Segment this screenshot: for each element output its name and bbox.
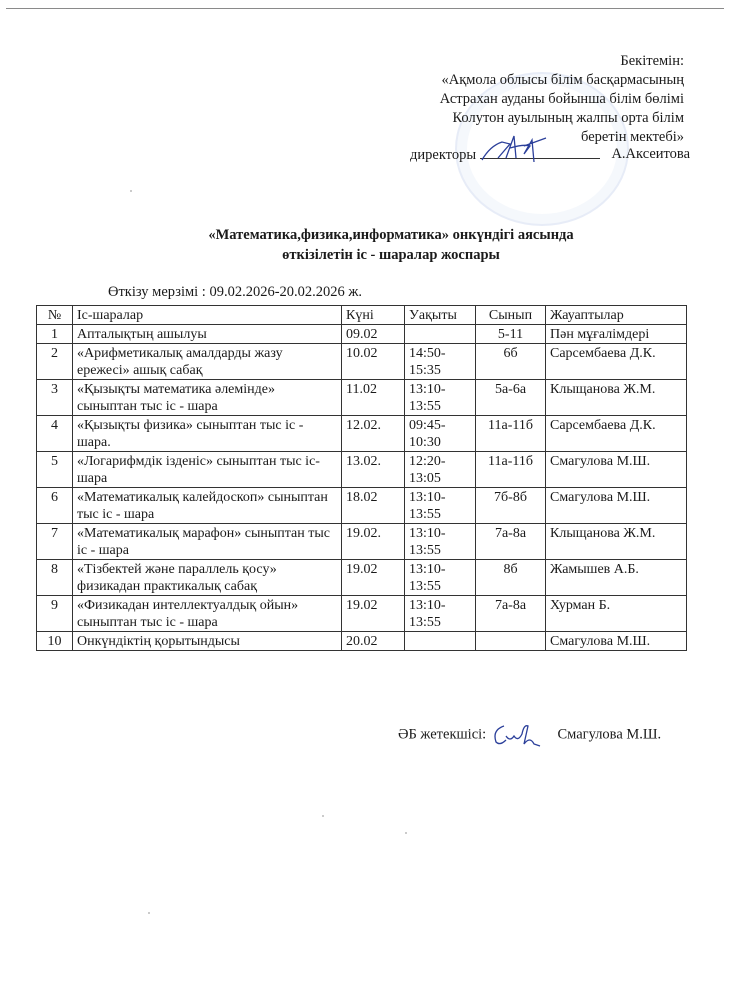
cell-time: 12:20-13:05	[405, 452, 476, 488]
header-event: Іс-шаралар	[73, 306, 342, 325]
cell-day: 13.02.	[342, 452, 405, 488]
cell-responsible: Жамышев А.Б.	[546, 560, 687, 596]
header-num: №	[37, 306, 73, 325]
cell-responsible: Смагулова М.Ш.	[546, 488, 687, 524]
cell-day: 20.02	[342, 632, 405, 651]
table-row	[37, 380, 687, 416]
cell-time: 14:50-15:35	[405, 344, 476, 380]
cell-class: 5а-6а	[476, 380, 546, 416]
cell-event: «Математикалық калейдоскоп» сыныптан тыс іс - шара	[73, 488, 342, 524]
cell-num: 6	[37, 488, 73, 524]
scan-speck	[405, 832, 407, 834]
table-row	[37, 325, 687, 344]
cell-class: 8б	[476, 560, 546, 596]
cell-day: 19.02	[342, 560, 405, 596]
top-border-line	[6, 8, 724, 9]
cell-num: 2	[37, 344, 73, 380]
cell-class: 7а-8а	[476, 524, 546, 560]
cell-day: 10.02	[342, 344, 405, 380]
cell-num: 1	[37, 325, 73, 344]
period-text: Өткізу мерзімі : 09.02.2026-20.02.2026 ж.	[108, 284, 363, 300]
cell-class: 11а-11б	[476, 452, 546, 488]
cell-responsible: Сарсембаева Д.К.	[546, 344, 687, 380]
cell-event: Апталықтың ашылуы	[73, 325, 342, 344]
cell-num: 8	[37, 560, 73, 596]
approval-line: Бекітемін:	[620, 53, 684, 69]
cell-class: 5-11	[476, 325, 546, 344]
cell-event: Онкүндіктің қорытындысы	[73, 632, 342, 651]
cell-event: «Қызықты математика әлемінде» сыныптан тыс іс - шара	[73, 380, 342, 416]
scan-speck	[148, 912, 150, 914]
cell-num: 4	[37, 416, 73, 452]
cell-time: 13:10-13:55	[405, 488, 476, 524]
cell-time	[405, 632, 476, 651]
table-row	[37, 524, 687, 560]
cell-class: 6б	[476, 344, 546, 380]
table-row	[37, 452, 687, 488]
cell-day: 09.02	[342, 325, 405, 344]
table-row	[37, 488, 687, 524]
cell-event: «Қызықты физика» сыныптан тыс іс - шара.	[73, 416, 342, 452]
scan-speck	[130, 190, 132, 192]
cell-event: «Тізбектей және параллель қосу» физикадан практикалық сабақ	[73, 560, 342, 596]
approval-line: «Ақмола облысы білім басқармасының	[441, 72, 684, 88]
table-row	[37, 632, 687, 651]
table-row	[37, 596, 687, 632]
cell-class: 7а-8а	[476, 596, 546, 632]
cell-class	[476, 632, 546, 651]
director-signature-icon	[480, 132, 560, 164]
table-row	[37, 560, 687, 596]
cell-num: 5	[37, 452, 73, 488]
cell-day: 19.02.	[342, 524, 405, 560]
scan-speck	[322, 815, 324, 817]
cell-num: 10	[37, 632, 73, 651]
cell-time: 13:10-13:55	[405, 380, 476, 416]
footer-name: Смагулова М.Ш.	[557, 726, 662, 743]
approval-line: Колутон ауылының жалпы орта білім	[452, 110, 684, 126]
cell-event: «Логарифмдік ізденіс» сыныптан тыс іс- шара	[73, 452, 342, 488]
header-time: Уақыты	[405, 306, 476, 325]
events-table	[36, 305, 687, 651]
document-title	[0, 225, 732, 265]
cell-num: 7	[37, 524, 73, 560]
cell-event: «Физикадан интеллектуалдық ойын» сыныптан тыс іс - шара	[73, 596, 342, 632]
table-row	[37, 344, 687, 380]
director-label: директоры	[410, 147, 477, 163]
cell-class: 11а-11б	[476, 416, 546, 452]
cell-class: 7б-8б	[476, 488, 546, 524]
leader-signature-icon	[490, 720, 554, 750]
header-responsible: Жауаптылар	[546, 306, 687, 325]
cell-responsible: Хурман Б.	[546, 596, 687, 632]
approval-line: беретін мектебі»	[581, 129, 684, 145]
cell-time: 09:45-10:30	[405, 416, 476, 452]
cell-day: 19.02	[342, 596, 405, 632]
cell-num: 3	[37, 380, 73, 416]
cell-event: «Математикалық марафон» сыныптан тыс іс - шара	[73, 524, 342, 560]
cell-time: 13:10-13:55	[405, 524, 476, 560]
cell-responsible: Смагулова М.Ш.	[546, 452, 687, 488]
header-class: Сынып	[476, 306, 546, 325]
footer-signature	[398, 720, 661, 750]
cell-responsible: Сарсембаева Д.К.	[546, 416, 687, 452]
approval-line: Астрахан ауданы бойынша білім бөлімі	[439, 91, 684, 107]
cell-responsible: Клыщанова Ж.М.	[546, 524, 687, 560]
cell-time	[405, 325, 476, 344]
director-name: А.Аксеитова	[611, 146, 690, 162]
cell-day: 18.02	[342, 488, 405, 524]
cell-responsible: Пән мұғалімдері	[546, 325, 687, 344]
table-row	[37, 416, 687, 452]
cell-num: 9	[37, 596, 73, 632]
table-header-row	[37, 306, 687, 325]
title-line-2: өткізілетін іс - шаралар жоспары	[282, 247, 500, 263]
cell-time: 13:10-13:55	[405, 560, 476, 596]
footer-label: ӘБ жетекшісі:	[398, 726, 487, 743]
cell-responsible: Клыщанова Ж.М.	[546, 380, 687, 416]
cell-day: 11.02	[342, 380, 405, 416]
header-day: Күні	[342, 306, 405, 325]
cell-time: 13:10-13:55	[405, 596, 476, 632]
cell-responsible: Смагулова М.Ш.	[546, 632, 687, 651]
title-line-1: «Математика,физика,информатика» онкүндігі аясында	[208, 227, 574, 243]
cell-day: 12.02.	[342, 416, 405, 452]
cell-event: «Арифметикалық амалдарды жазу ережесі» ашық сабақ	[73, 344, 342, 380]
